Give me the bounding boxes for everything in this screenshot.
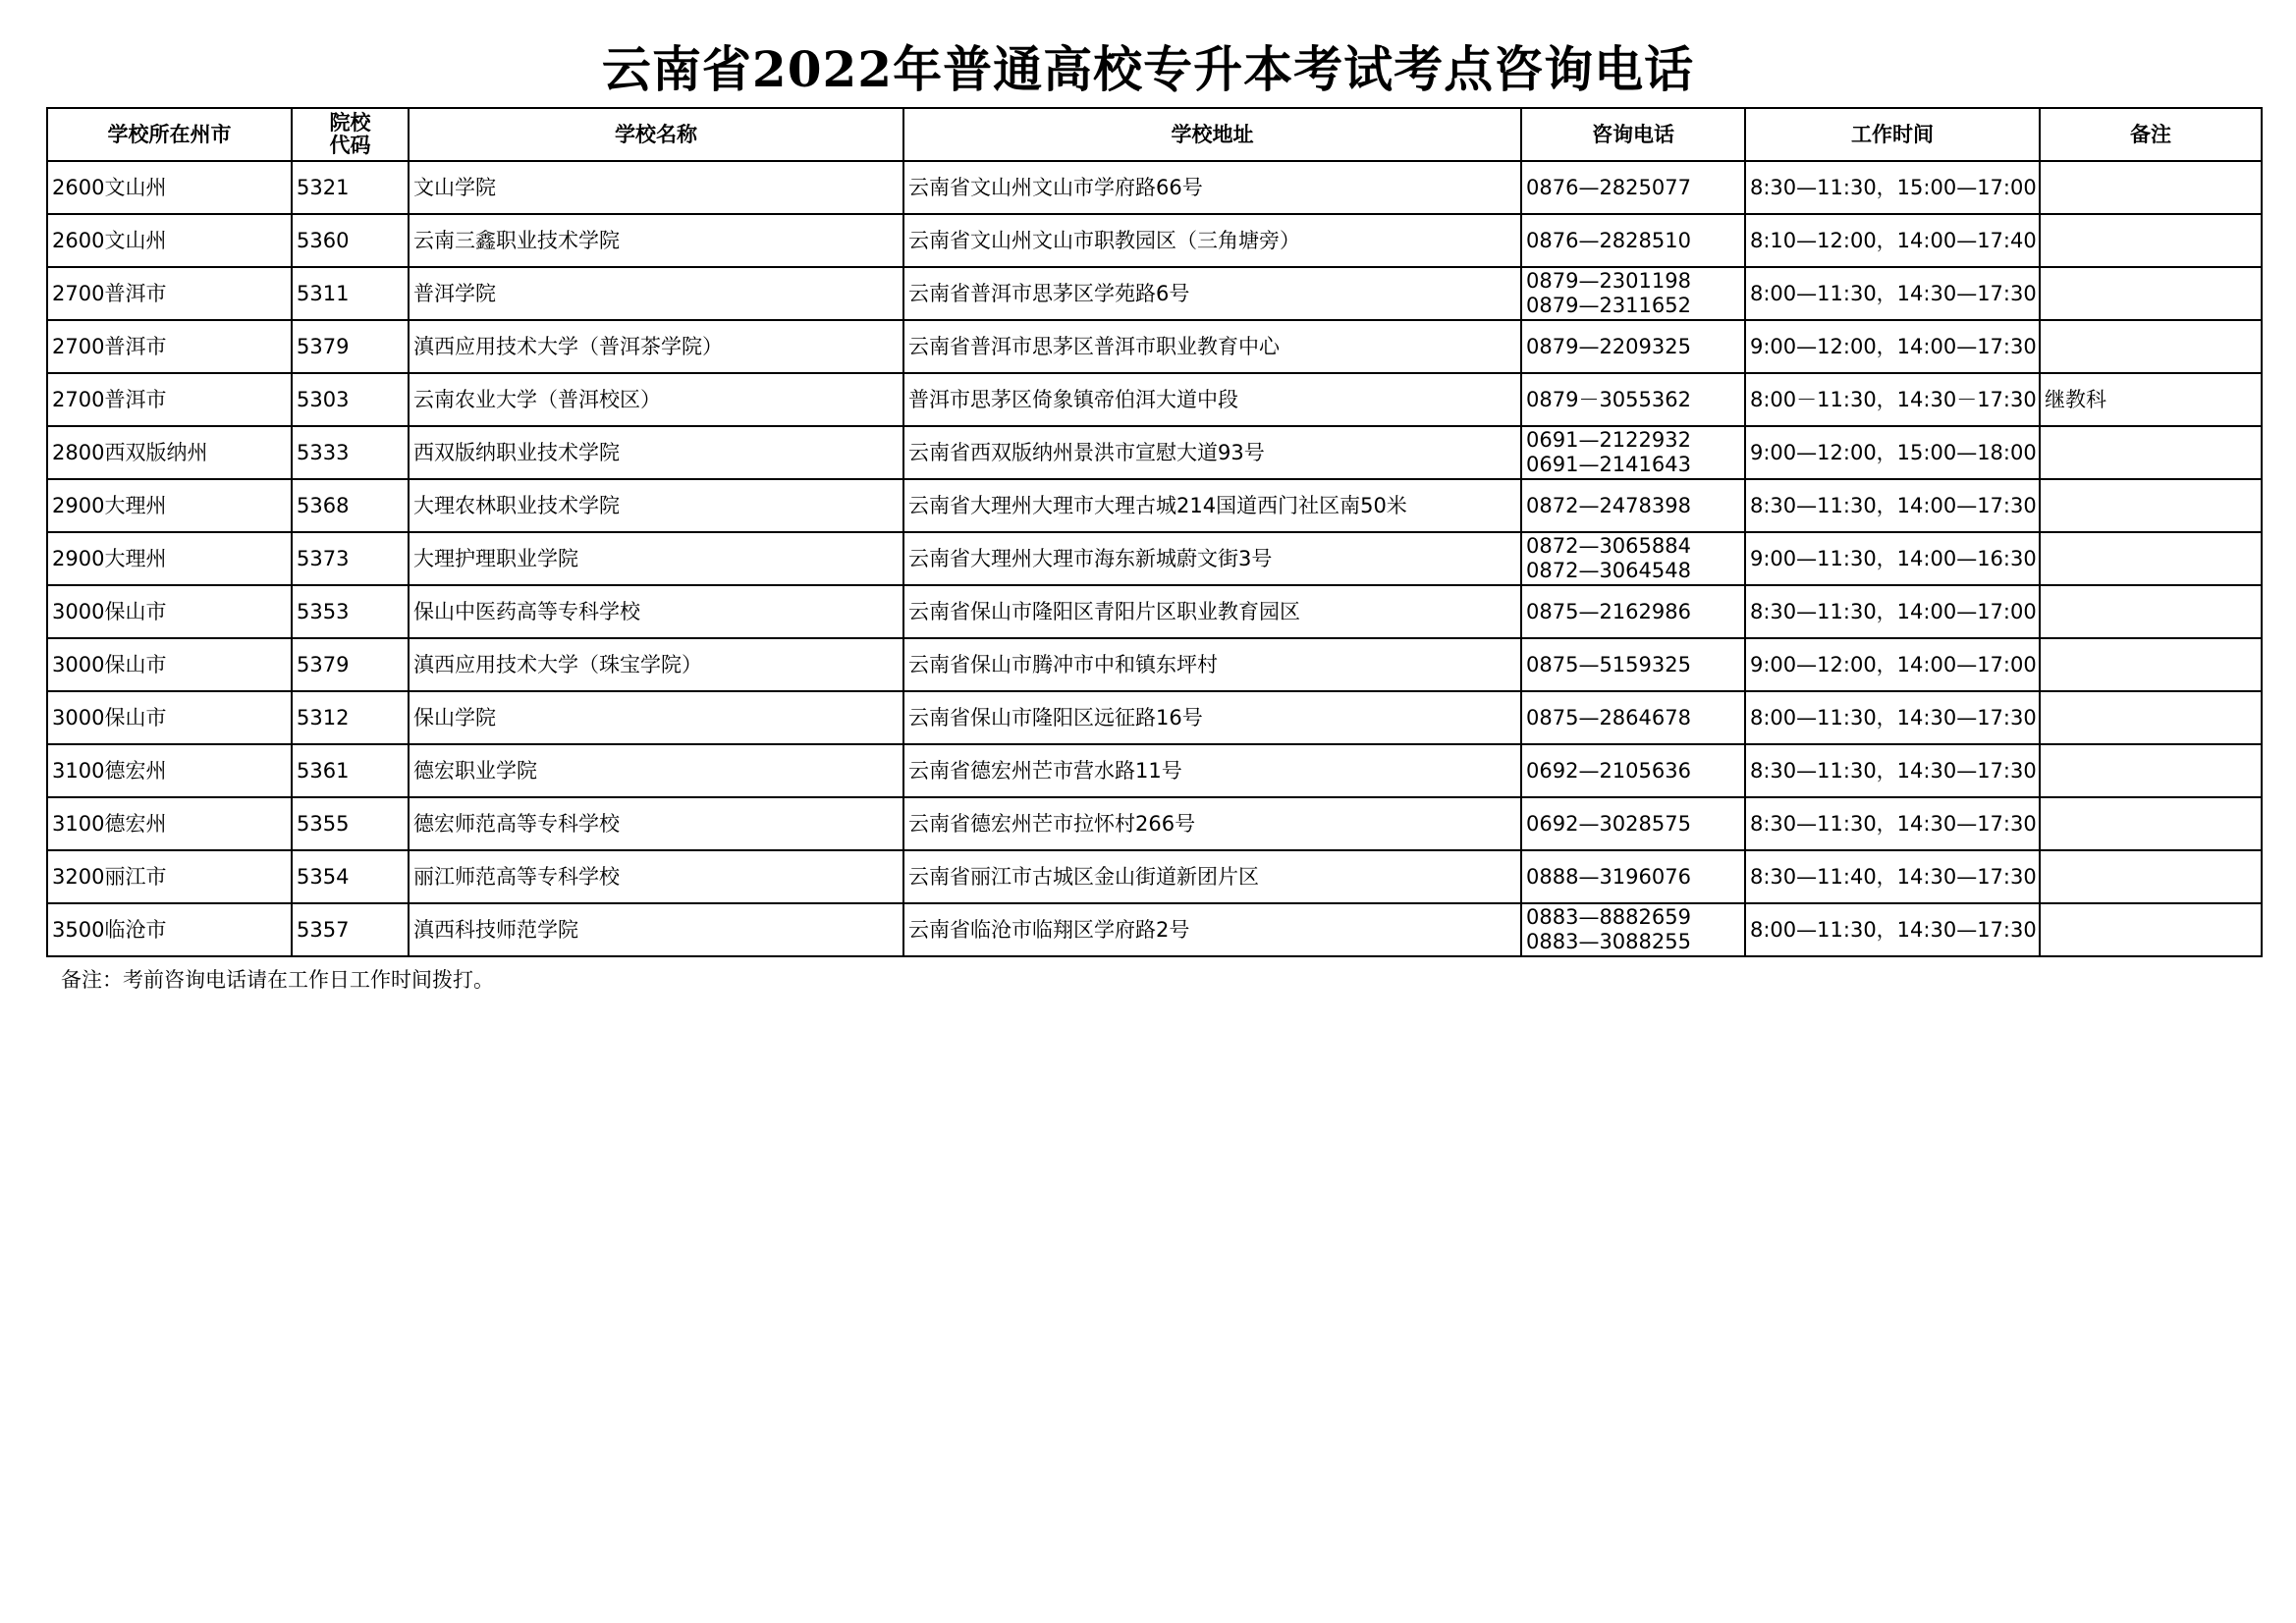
phone-number: 0872—3065884 (1526, 534, 1691, 558)
table-row (47, 320, 2262, 373)
cell-address: 云南省保山市腾冲市中和镇东坪村 (903, 638, 1521, 691)
table-row (47, 161, 2262, 214)
cell-city: 2600文山州 (47, 161, 292, 214)
cell-hours: 9:00—12:00，14:00—17:00 (1745, 638, 2040, 691)
cell-phone (1521, 267, 1745, 320)
cell-school-name: 滇西科技师范学院 (409, 903, 903, 956)
cell-hours: 8:30—11:30，14:00—17:30 (1745, 479, 2040, 532)
header-code-line1: 院校 (329, 111, 371, 135)
footnote: 备注：考前咨询电话请在工作日工作时间拨打。 (61, 968, 494, 992)
cell-school-name: 滇西应用技术大学（珠宝学院） (409, 638, 903, 691)
cell-phone (1521, 744, 1745, 797)
cell-phone (1521, 797, 1745, 850)
cell-city: 3000保山市 (47, 691, 292, 744)
cell-school-name: 德宏职业学院 (409, 744, 903, 797)
cell-code: 5368 (292, 479, 409, 532)
cell-code: 5379 (292, 320, 409, 373)
cell-hours: 8:30—11:40，14:30—17:30 (1745, 850, 2040, 903)
header-remark: 备注 (2040, 108, 2262, 161)
cell-address: 云南省临沧市临翔区学府路2号 (903, 903, 1521, 956)
table-body (47, 161, 2262, 956)
cell-school-name: 德宏师范高等专科学校 (409, 797, 903, 850)
cell-phone (1521, 850, 1745, 903)
header-phone: 咨询电话 (1521, 108, 1745, 161)
table-row (47, 373, 2262, 426)
table-row (47, 797, 2262, 850)
cell-remark (2040, 903, 2262, 956)
cell-address: 云南省普洱市思茅区学苑路6号 (903, 267, 1521, 320)
cell-city: 2600文山州 (47, 214, 292, 267)
cell-school-name: 云南农业大学（普洱校区） (409, 373, 903, 426)
cell-code: 5354 (292, 850, 409, 903)
phone-number: 0879—2301198 (1526, 269, 1691, 293)
table-row (47, 638, 2262, 691)
phone-number: 0692—3028575 (1526, 811, 1691, 836)
cell-city: 3200丽江市 (47, 850, 292, 903)
phone-number: 0872—3064548 (1526, 559, 1691, 582)
cell-remark (2040, 320, 2262, 373)
cell-city: 2700普洱市 (47, 320, 292, 373)
phone-number: 0883—3088255 (1526, 930, 1691, 953)
phone-number: 0879—2311652 (1526, 294, 1691, 317)
cell-school-name: 云南三鑫职业技术学院 (409, 214, 903, 267)
cell-school-name: 丽江师范高等专科学校 (409, 850, 903, 903)
header-hours: 工作时间 (1745, 108, 2040, 161)
table-row (47, 479, 2262, 532)
cell-address: 云南省保山市隆阳区远征路16号 (903, 691, 1521, 744)
cell-remark (2040, 585, 2262, 638)
cell-school-name: 滇西应用技术大学（普洱茶学院） (409, 320, 903, 373)
cell-remark (2040, 638, 2262, 691)
cell-hours: 9:00—12:00，14:00—17:30 (1745, 320, 2040, 373)
cell-phone (1521, 161, 1745, 214)
header-address: 学校地址 (903, 108, 1521, 161)
cell-address: 云南省丽江市古城区金山街道新团片区 (903, 850, 1521, 903)
cell-address: 云南省西双版纳州景洪市宣慰大道93号 (903, 426, 1521, 479)
cell-city: 3500临沧市 (47, 903, 292, 956)
table-row (47, 744, 2262, 797)
cell-phone (1521, 214, 1745, 267)
cell-city: 2700普洱市 (47, 267, 292, 320)
contact-table (46, 107, 2263, 957)
cell-phone (1521, 532, 1745, 585)
cell-code: 5312 (292, 691, 409, 744)
cell-hours: 8:00—11:30，14:30—17:30 (1745, 691, 2040, 744)
phone-number: 0692—2105636 (1526, 758, 1691, 783)
cell-phone (1521, 638, 1745, 691)
cell-hours: 8:00—11:30，14:30—17:30 (1745, 903, 2040, 956)
cell-remark (2040, 532, 2262, 585)
cell-city: 3000保山市 (47, 585, 292, 638)
cell-address: 云南省文山州文山市职教园区（三角塘旁） (903, 214, 1521, 267)
cell-code: 5373 (292, 532, 409, 585)
table-row (47, 267, 2262, 320)
cell-code: 5353 (292, 585, 409, 638)
table-row (47, 691, 2262, 744)
cell-remark (2040, 850, 2262, 903)
cell-address: 云南省德宏州芒市营水路11号 (903, 744, 1521, 797)
cell-city: 3100德宏州 (47, 744, 292, 797)
cell-remark: 继教科 (2040, 373, 2262, 426)
cell-code: 5357 (292, 903, 409, 956)
cell-remark (2040, 214, 2262, 267)
cell-school-name: 普洱学院 (409, 267, 903, 320)
phone-number: 0888—3196076 (1526, 864, 1691, 889)
cell-address: 云南省大理州大理市大理古城214国道西门社区南50米 (903, 479, 1521, 532)
cell-city: 2800西双版纳州 (47, 426, 292, 479)
cell-address: 云南省大理州大理市海东新城蔚文街3号 (903, 532, 1521, 585)
cell-hours: 8:10—12:00，14:00—17:40 (1745, 214, 2040, 267)
cell-school-name: 文山学院 (409, 161, 903, 214)
cell-code: 5379 (292, 638, 409, 691)
table-row (47, 850, 2262, 903)
cell-city: 3100德宏州 (47, 797, 292, 850)
cell-hours: 8:30—11:30，14:00—17:00 (1745, 585, 2040, 638)
cell-city: 2900大理州 (47, 532, 292, 585)
cell-hours: 9:00—12:00，15:00—18:00 (1745, 426, 2040, 479)
page-title: 云南省2022年普通高校专升本考试考点咨询电话 (601, 40, 1695, 98)
table-row (47, 903, 2262, 956)
cell-code: 5303 (292, 373, 409, 426)
cell-remark (2040, 479, 2262, 532)
cell-remark (2040, 797, 2262, 850)
cell-hours: 9:00—11:30，14:00—16:30 (1745, 532, 2040, 585)
cell-phone (1521, 479, 1745, 532)
table-row (47, 532, 2262, 585)
cell-hours: 8:00—11:30，14:30—17:30 (1745, 267, 2040, 320)
header-name: 学校名称 (409, 108, 903, 161)
cell-hours: 8:00－11:30，14:30－17:30 (1745, 373, 2040, 426)
cell-code: 5321 (292, 161, 409, 214)
phone-number: 0872—2478398 (1526, 493, 1691, 517)
header-code-line2: 代码 (329, 134, 371, 157)
cell-phone (1521, 585, 1745, 638)
cell-hours: 8:30—11:30，15:00—17:00 (1745, 161, 2040, 214)
cell-address: 普洱市思茅区倚象镇帝伯洱大道中段 (903, 373, 1521, 426)
cell-school-name: 保山学院 (409, 691, 903, 744)
table-header-row (47, 108, 2262, 161)
cell-city: 2700普洱市 (47, 373, 292, 426)
cell-code: 5355 (292, 797, 409, 850)
cell-remark (2040, 267, 2262, 320)
cell-phone (1521, 903, 1745, 956)
phone-number: 0875—2162986 (1526, 599, 1691, 623)
cell-school-name: 大理护理职业学院 (409, 532, 903, 585)
cell-phone (1521, 426, 1745, 479)
cell-school-name: 西双版纳职业技术学院 (409, 426, 903, 479)
cell-code: 5360 (292, 214, 409, 267)
cell-address: 云南省保山市隆阳区青阳片区职业教育园区 (903, 585, 1521, 638)
cell-address: 云南省德宏州芒市拉怀村266号 (903, 797, 1521, 850)
phone-number: 0691—2141643 (1526, 453, 1691, 476)
cell-remark (2040, 426, 2262, 479)
cell-code: 5361 (292, 744, 409, 797)
phone-number: 0883—8882659 (1526, 905, 1691, 929)
phone-number: 0876—2828510 (1526, 228, 1691, 252)
cell-hours: 8:30—11:30，14:30—17:30 (1745, 797, 2040, 850)
table-row (47, 214, 2262, 267)
phone-number: 0876—2825077 (1526, 175, 1691, 199)
cell-address: 云南省普洱市思茅区普洱市职业教育中心 (903, 320, 1521, 373)
cell-phone (1521, 373, 1745, 426)
phone-number: 0875—5159325 (1526, 652, 1691, 676)
cell-remark (2040, 161, 2262, 214)
cell-school-name: 保山中医药高等专科学校 (409, 585, 903, 638)
table-row (47, 426, 2262, 479)
phone-number: 0879－3055362 (1526, 387, 1691, 411)
cell-remark (2040, 744, 2262, 797)
cell-phone (1521, 691, 1745, 744)
cell-hours: 8:30—11:30，14:30—17:30 (1745, 744, 2040, 797)
cell-phone (1521, 320, 1745, 373)
cell-city: 3000保山市 (47, 638, 292, 691)
header-code (292, 108, 409, 161)
cell-school-name: 大理农林职业技术学院 (409, 479, 903, 532)
cell-city: 2900大理州 (47, 479, 292, 532)
phone-number: 0691—2122932 (1526, 428, 1691, 452)
table-row (47, 585, 2262, 638)
phone-number: 0879—2209325 (1526, 334, 1691, 358)
header-city: 学校所在州市 (47, 108, 292, 161)
cell-remark (2040, 691, 2262, 744)
cell-address: 云南省文山州文山市学府路66号 (903, 161, 1521, 214)
cell-code: 5333 (292, 426, 409, 479)
cell-code: 5311 (292, 267, 409, 320)
phone-number: 0875—2864678 (1526, 705, 1691, 730)
